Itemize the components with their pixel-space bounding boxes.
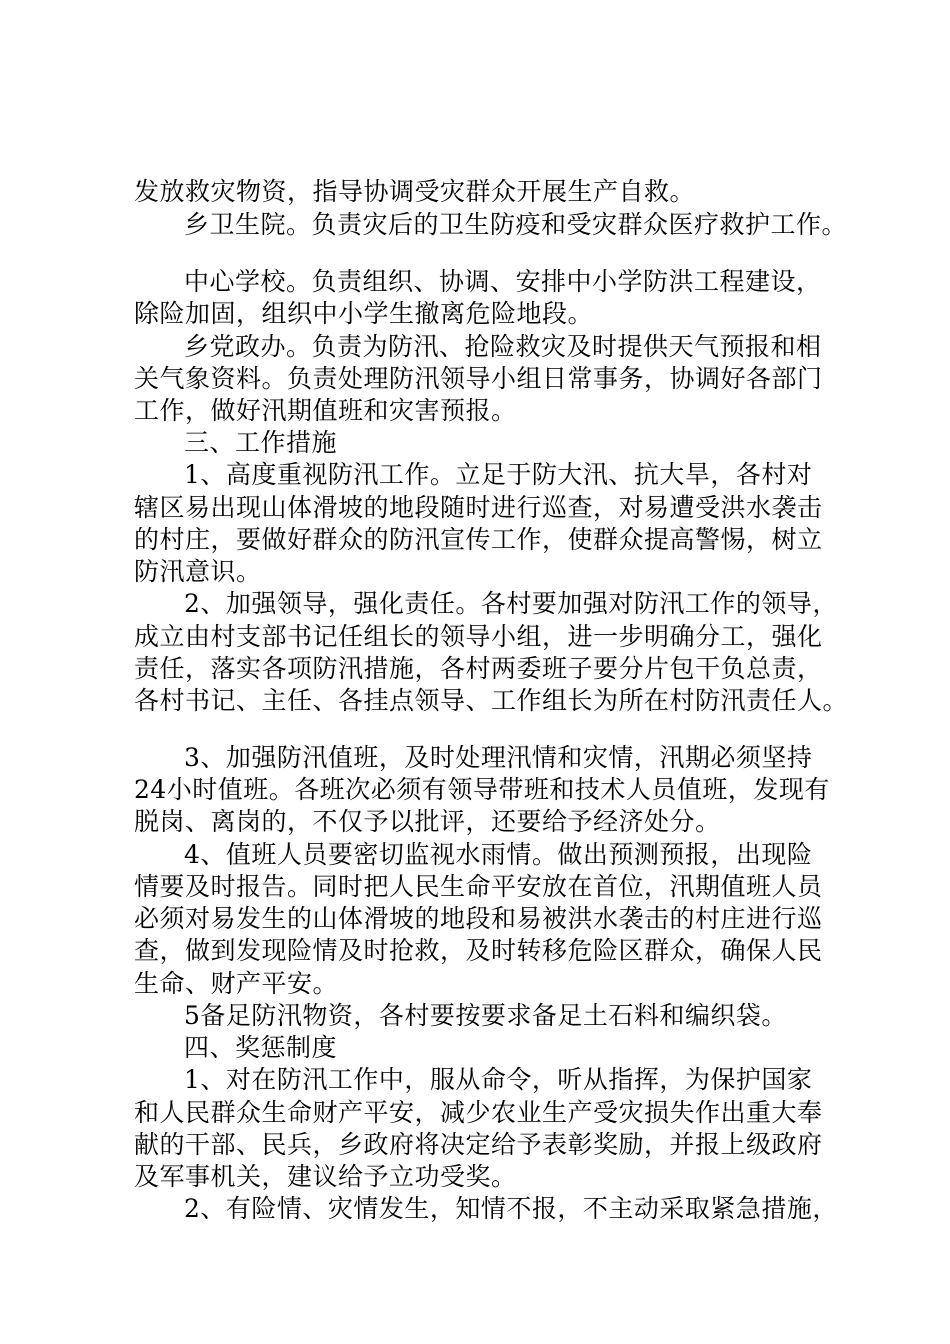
text-line: 脱岗、离岗的，不仅予以批评，还要给予经济处分。 <box>134 807 721 836</box>
text-line: 辖区易出现山体滑坡的地段随时进行巡查，对易遭受洪水袭击 <box>134 493 823 522</box>
text-line: 工作，做好汛期值班和灾害预报。 <box>134 396 517 425</box>
text-line: 必须对易发生的山体滑坡的地段和易被洪水袭击的村庄进行巡 <box>134 904 823 933</box>
text-line: 防汛意识。 <box>134 557 262 586</box>
text-line: 生命、财产平安。 <box>134 969 339 998</box>
text-line: 及军事机关，建议给予立功受奖。 <box>134 1162 517 1191</box>
text-line: 献的干部、民兵，乡政府将决定给予表彰奖励，并报上级政府 <box>134 1130 823 1159</box>
text-line: 24小时值班。各班次必须有领导带班和技术人员值班，发现有 <box>134 775 830 804</box>
text-line: 情要及时报告。同时把人民生命平安放在首位，汛期值班人员 <box>134 872 823 901</box>
text-line: 2、有险情、灾情发生，知情不报，不主动采取紧急措施， <box>184 1194 838 1223</box>
text-line: 3、加强防汛值班，及时处理汛情和灾情，汛期必须坚持 <box>184 743 813 772</box>
text-line: 的村庄，要做好群众的防汛宣传工作，使群众提高警惕，树立 <box>134 525 823 554</box>
text-line: 成立由村支部书记任组长的领导小组，进一步明确分工，强化 <box>134 622 823 651</box>
text-line: 2、加强领导，强化责任。各村要加强对防汛工作的领导， <box>184 589 838 618</box>
text-line: 和人民群众生命财产平安，减少农业生产受灾损失作出重大奉 <box>134 1098 823 1127</box>
text-line: 乡卫生院。负责灾后的卫生防疫和受灾群众医疗救护工作。 <box>184 210 848 239</box>
text-line: 乡党政办。负责为防汛、抢险救灾及时提供天气预报和相 <box>184 332 822 361</box>
text-line: 查，做到发现险情及时抢救，及时转移危险区群众，确保人民 <box>134 936 823 965</box>
text-line: 各村书记、主任、各挂点领导、工作组长为所在村防汛责任人。 <box>134 686 849 715</box>
text-line: 责任，落实各项防汛措施，各村两委班子要分片包干负总责， <box>134 654 823 683</box>
text-line: 1、高度重视防汛工作。立足于防大汛、抗大旱，各村对 <box>184 460 813 489</box>
text-line: 1、对在防汛工作中，服从命令，听从指挥，为保护国家 <box>184 1065 813 1094</box>
section-heading: 三、工作措施 <box>184 428 338 457</box>
text-line: 除险加固，组织中小学生撤离危险地段。 <box>134 299 594 328</box>
text-line: 关气象资料。负责处理防汛领导小组日常事务，协调好各部门 <box>134 364 823 393</box>
text-line: 发放救灾物资，指导协调受灾群众开展生产自救。 <box>134 177 696 206</box>
section-heading: 四、奖惩制度 <box>184 1033 338 1062</box>
text-line: 5备足防汛物资，各村要按要求备足土石料和编织袋。 <box>184 1001 787 1030</box>
text-line: 4、值班人员要密切监视水雨情。做出预测预报，出现险 <box>184 840 813 869</box>
text-line: 中心学校。负责组织、协调、安排中小学防洪工程建设， <box>184 267 822 296</box>
